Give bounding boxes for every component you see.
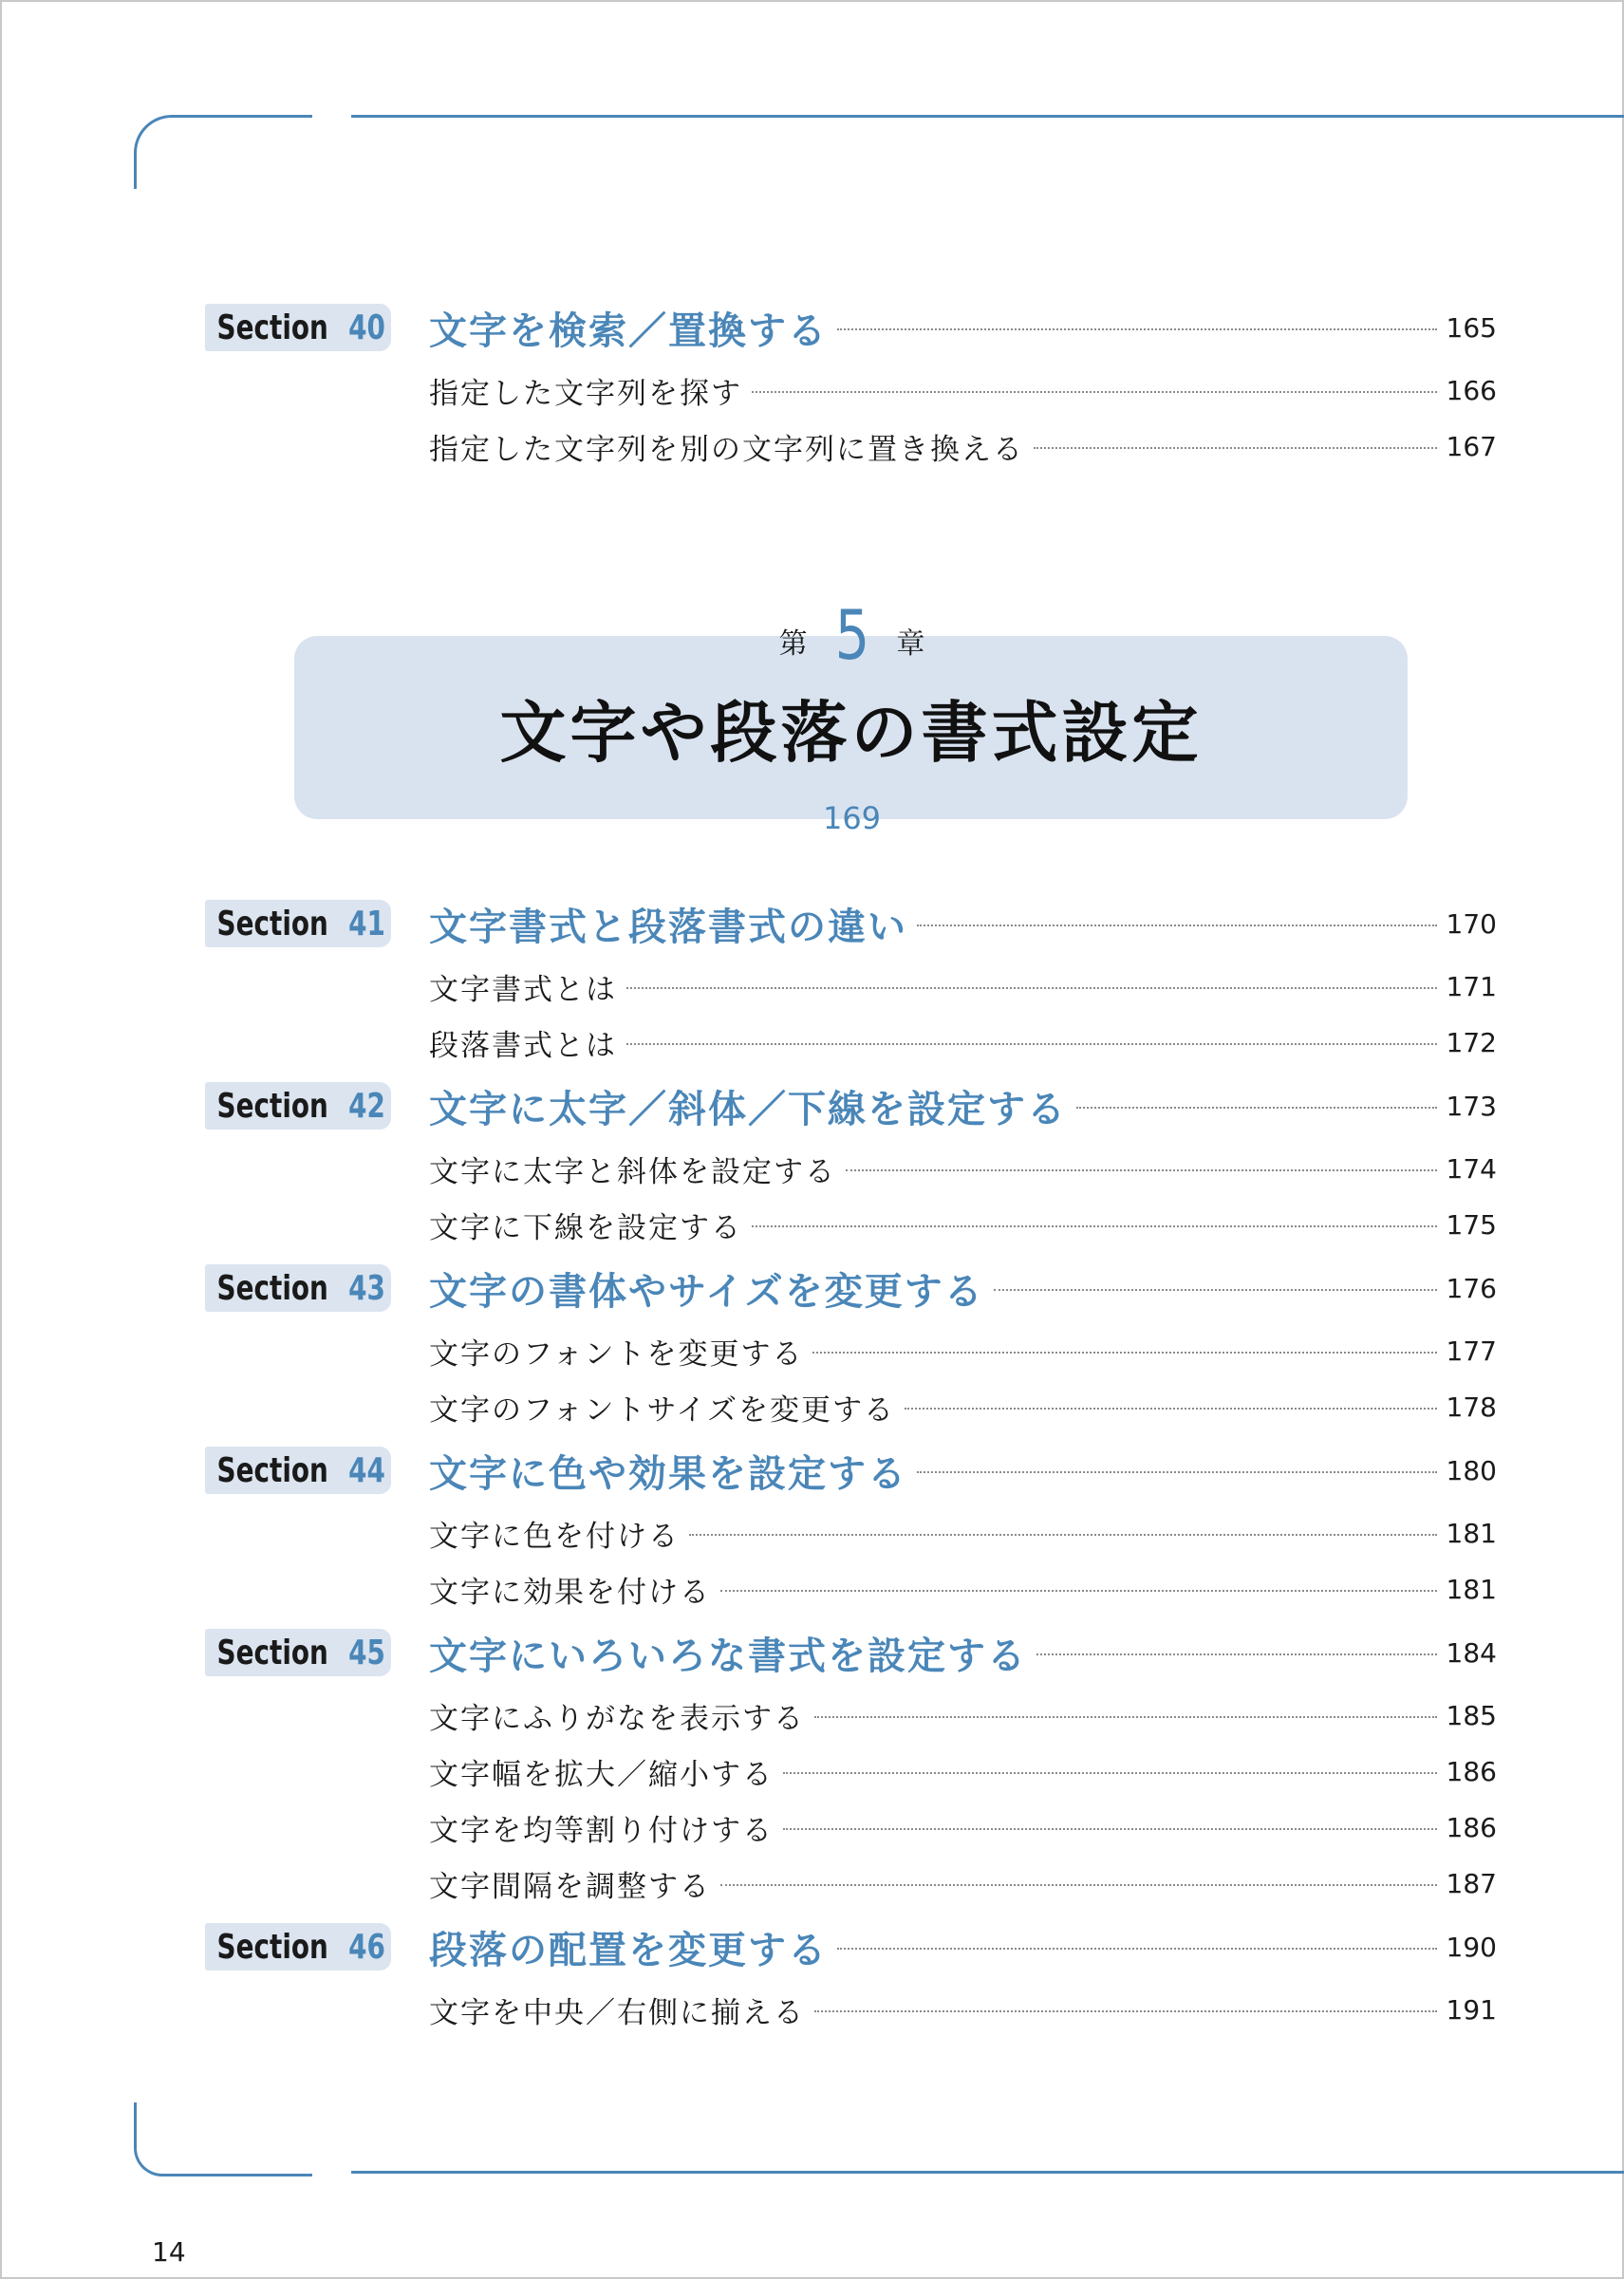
chapter-number: 5 [834,595,869,675]
toc-sub-entry[interactable] [429,1988,1497,2031]
dot-leader [720,1590,1437,1592]
dot-leader [837,328,1437,330]
toc-sub-entry[interactable] [429,1511,1497,1555]
toc-sub-entry[interactable] [429,964,1497,1008]
section-number: 40 [347,308,385,347]
toc-section-entry[interactable] [429,1626,1497,1679]
section-number: 44 [347,1450,385,1490]
dot-leader [994,1289,1437,1291]
section-word: Section [216,1927,329,1967]
toc-entry-title: 段落書式とは [429,1028,617,1063]
dot-leader [837,1948,1437,1950]
toc-page-number: 166 [1446,374,1497,406]
section-number: 41 [347,904,385,943]
dot-leader [846,1169,1437,1171]
toc-entry-title: 文字に効果を付ける [429,1575,711,1610]
section-badge [205,1082,391,1130]
toc-entry-title: 指定した文字列を別の文字列に置き換える [429,432,1024,467]
toc-page-number: 185 [1446,1699,1497,1731]
toc-page-number: 186 [1446,1811,1497,1843]
toc-page-number: 174 [1446,1152,1497,1185]
toc-sub-entry[interactable] [429,1805,1497,1849]
toc-entry-title: 文字書式とは [429,972,617,1007]
dot-leader [626,987,1437,989]
dot-leader [1076,1107,1437,1109]
toc-entry-title: 文字幅を拡大／縮小する [429,1757,774,1792]
toc-section-entry[interactable] [429,1444,1497,1497]
toc-entry-title: 文字に色や効果を設定する [429,1451,907,1496]
toc-sub-entry[interactable] [429,1567,1497,1611]
dot-leader [814,2010,1437,2012]
frame-top-corner [134,115,312,189]
dot-leader [783,1828,1437,1830]
frame-bottom-rule [351,2171,1624,2174]
toc-sub-entry[interactable] [429,1203,1497,1246]
dot-leader [917,925,1437,926]
toc-page-number: 190 [1446,1931,1497,1963]
toc-sub-entry[interactable] [429,1147,1497,1190]
toc-section-entry[interactable] [429,1261,1497,1315]
section-badge [205,1923,391,1971]
toc-entry-title: 文字の書体やサイズを変更する [429,1269,984,1314]
toc-entry-title: 指定した文字列を探す [429,376,742,411]
toc-sub-entry[interactable] [429,1329,1497,1373]
toc-page-number: 172 [1446,1026,1497,1058]
section-number: 43 [347,1268,385,1308]
toc-entry-title: 文字のフォントサイズを変更する [429,1392,895,1428]
toc-page-number: 171 [1446,970,1497,1002]
toc-entry-title: 文字を中央／右側に揃える [429,1995,805,2030]
section-number: 42 [347,1086,385,1126]
chapter-prefix: 第 [778,627,808,661]
dot-leader [1034,447,1437,449]
toc-sub-entry[interactable] [429,1020,1497,1064]
toc-sub-entry[interactable] [429,1749,1497,1793]
frame-top-rule [351,115,1624,118]
dot-leader [689,1534,1437,1536]
chapter-suffix: 章 [896,627,925,661]
section-word: Section [216,1268,329,1308]
section-word: Section [216,308,329,347]
dot-leader [905,1408,1437,1410]
toc-section-entry[interactable] [429,1079,1497,1132]
toc-entry-title: 文字書式と段落書式の違い [429,905,907,949]
chapter-title: 文字や段落の書式設定 [499,694,1203,772]
toc-page-number: 181 [1446,1517,1497,1549]
toc-entry-title: 文字にいろいろな書式を設定する [429,1634,1027,1678]
toc-entry-title: 文字間隔を調整する [429,1869,711,1904]
frame-bottom-corner [134,2102,312,2176]
toc-page-number: 176 [1446,1272,1497,1304]
section-word: Section [216,904,329,943]
toc-page-number: 167 [1446,430,1497,462]
toc-entry-title: 文字にふりがなを表示する [429,1701,805,1736]
toc-entry-title: 文字に下線を設定する [429,1210,742,1245]
toc-entry-title: 文字を均等割り付けする [429,1813,774,1848]
toc-entry-title: 文字に太字と斜体を設定する [429,1154,836,1189]
toc-page-number: 165 [1446,311,1497,344]
toc-sub-entry[interactable] [429,424,1497,468]
toc-entry-title: 文字に太字／斜体／下線を設定する [429,1087,1067,1131]
section-badge [205,304,391,351]
section-number: 45 [347,1633,385,1672]
section-word: Section [216,1633,329,1672]
toc-section-entry[interactable] [429,301,1497,354]
toc-entry-title: 文字を検索／置換する [429,308,828,353]
toc-page-number: 178 [1446,1391,1497,1423]
section-word: Section [216,1450,329,1490]
toc-page-number: 187 [1446,1867,1497,1899]
dot-leader [783,1772,1437,1774]
dot-leader [752,1225,1437,1227]
dot-leader [626,1043,1437,1045]
section-badge [205,1447,391,1494]
toc-page-number: 173 [1446,1090,1497,1122]
dot-leader [720,1884,1437,1886]
section-badge [205,900,391,947]
chapter-page-number[interactable]: 169 [822,800,882,836]
toc-page-number: 181 [1446,1573,1497,1605]
dot-leader [814,1716,1437,1718]
toc-section-entry[interactable] [429,897,1497,950]
dot-leader [1036,1653,1437,1655]
toc-sub-entry[interactable] [429,1385,1497,1429]
section-badge [205,1629,391,1676]
toc-page-number: 180 [1446,1454,1497,1486]
toc-sub-entry[interactable] [429,368,1497,412]
section-word: Section [216,1086,329,1126]
toc-page-number: 177 [1446,1335,1497,1367]
toc-page-number: 191 [1446,1993,1497,2026]
dot-leader [812,1352,1436,1354]
dot-leader [752,391,1437,393]
toc-entry-title: 段落の配置を変更する [429,1928,828,1972]
toc-entry-title: 文字のフォントを変更する [429,1336,804,1372]
section-badge [205,1264,391,1312]
section-number: 46 [347,1927,385,1967]
toc-section-entry[interactable] [429,1920,1497,1973]
toc-page-number: 186 [1446,1755,1497,1787]
chapter-label [0,593,1624,675]
toc-page-number: 184 [1446,1636,1497,1669]
page-folio: 14 [152,2236,186,2268]
toc-page-number: 175 [1446,1208,1497,1241]
dot-leader [917,1471,1437,1473]
toc-sub-entry[interactable] [429,1861,1497,1905]
toc-sub-entry[interactable] [429,1693,1497,1737]
toc-entry-title: 文字に色を付ける [429,1519,680,1554]
toc-page-number: 170 [1446,907,1497,940]
